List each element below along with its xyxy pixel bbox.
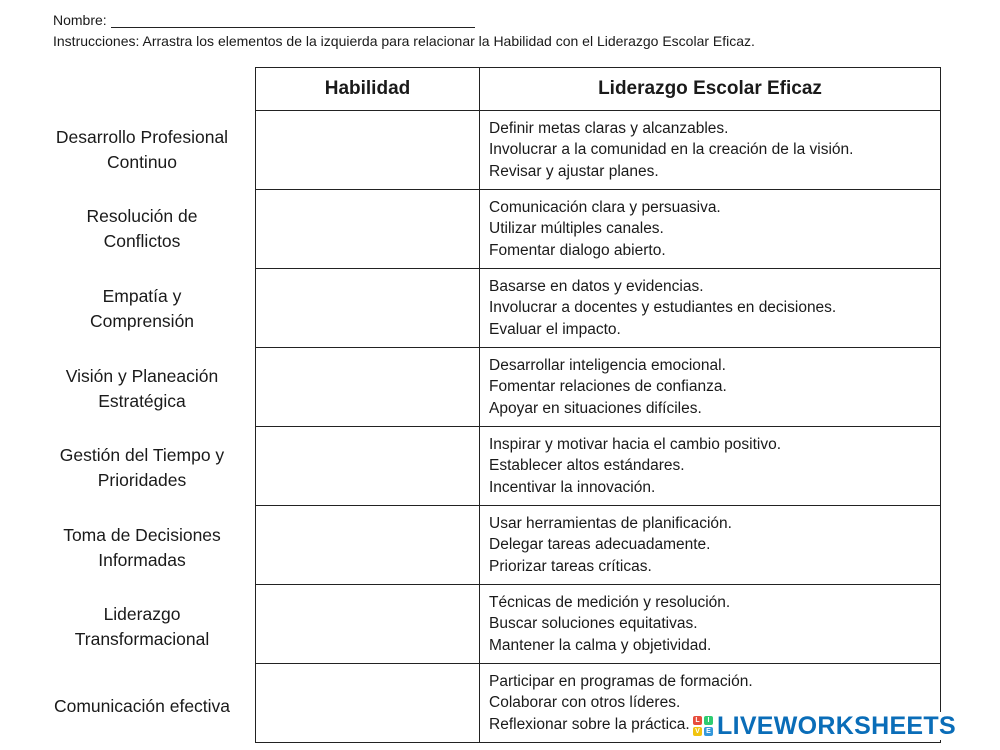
table-row: [256, 506, 941, 585]
matching-table: [255, 67, 941, 743]
logo-badge-letter: V: [693, 727, 702, 736]
description-line: Usar herramientas de planificación.: [489, 514, 732, 532]
description-line: Colaborar con otros líderes.: [489, 694, 681, 712]
description-line: Evaluar el impacto.: [489, 320, 621, 338]
skill-line-2: Comprensión: [89, 311, 195, 331]
description-line: Desarrollar inteligencia emocional.: [489, 356, 726, 374]
table-row: [256, 190, 941, 269]
draggable-skill-comunicacion-efectiva[interactable]: [30, 694, 254, 719]
skill-line-1: Empatía y: [102, 286, 182, 306]
drop-zone-1[interactable]: [256, 111, 480, 190]
description-cell: [480, 506, 941, 585]
skill-line-1: Toma de Decisiones: [63, 525, 221, 545]
skill-line-1: Resolución de: [86, 206, 198, 226]
table-row: [256, 269, 941, 348]
column-header-liderazgo: Liderazgo Escolar Eficaz: [480, 68, 941, 111]
description-line: Reflexionar sobre la práctica.: [489, 715, 690, 733]
description-cell: [480, 111, 941, 190]
table-row: [256, 427, 941, 506]
draggable-skill-vision-planeacion[interactable]: [30, 364, 254, 414]
column-header-habilidad: Habilidad: [256, 68, 480, 111]
drop-zone-6[interactable]: [256, 506, 480, 585]
description-line: Comunicación clara y persuasiva.: [489, 198, 721, 216]
description-cell: [480, 348, 941, 427]
logo-badge-letter: E: [704, 727, 713, 736]
description-cell: [480, 585, 941, 664]
description-line: Participar en programas de formación.: [489, 672, 753, 690]
skill-line-2: Conflictos: [103, 231, 181, 251]
description-line: Involucrar a la comunidad en la creación de la visión.: [489, 141, 854, 159]
description-line: Fomentar dialogo abierto.: [489, 241, 666, 259]
draggable-skill-gestion-tiempo[interactable]: [30, 443, 254, 493]
description-line: Involucrar a docentes y estudiantes en decisiones.: [489, 299, 837, 317]
skill-line-2: Continuo: [106, 152, 178, 172]
draggable-skill-empatia[interactable]: [30, 284, 254, 334]
drop-zone-8[interactable]: [256, 664, 480, 743]
description-cell: [480, 269, 941, 348]
logo-badge-letter: I: [704, 716, 713, 725]
description-cell: [480, 190, 941, 269]
skill-line-2: Prioridades: [97, 470, 187, 490]
skill-line-1: Gestión del Tiempo y: [59, 445, 225, 465]
table-row: [256, 111, 941, 190]
description-line: Apoyar en situaciones difíciles.: [489, 399, 702, 417]
drop-zone-5[interactable]: [256, 427, 480, 506]
description-line: Revisar y ajustar planes.: [489, 162, 659, 180]
description-line: Establecer altos estándares.: [489, 457, 685, 475]
description-line: Buscar soluciones equitativas.: [489, 615, 698, 633]
name-label: Nombre:: [53, 12, 107, 28]
liveworksheets-logo: [693, 712, 960, 740]
drop-zone-7[interactable]: [256, 585, 480, 664]
drop-zone-3[interactable]: [256, 269, 480, 348]
table-header-row: [256, 68, 941, 111]
skill-line-1: Liderazgo: [103, 604, 181, 624]
description-line: Fomentar relaciones de confianza.: [489, 378, 727, 396]
description-line: Priorizar tareas críticas.: [489, 557, 652, 575]
description-line: Basarse en datos y evidencias.: [489, 277, 704, 295]
skill-line-1: Comunicación efectiva: [53, 696, 231, 716]
logo-text: LIVEWORKSHEETS: [717, 711, 956, 740]
logo-badge-letter: L: [693, 716, 702, 725]
table-row: [256, 348, 941, 427]
draggable-skill-toma-decisiones[interactable]: [30, 523, 254, 573]
instructions-text: Instrucciones: Arrastra los elementos de la izquierda para relacionar la Habilidad con el Liderazgo Escolar Eficaz.: [53, 33, 755, 49]
skill-line-2: Transformacional: [74, 629, 210, 649]
description-line: Delegar tareas adecuadamente.: [489, 536, 711, 554]
draggable-skill-desarrollo-profesional[interactable]: [30, 125, 254, 175]
skill-line-1: Desarrollo Profesional: [55, 127, 229, 147]
skill-line-2: Informadas: [98, 550, 186, 570]
skill-line-1: Visión y Planeación: [65, 366, 219, 386]
draggable-skill-liderazgo-transformacional[interactable]: [30, 602, 254, 652]
description-line: Utilizar múltiples canales.: [489, 220, 664, 238]
description-line: Mantener la calma y objetividad.: [489, 636, 712, 654]
logo-badge-icon: [693, 716, 713, 736]
description-cell: [480, 427, 941, 506]
description-line: Incentivar la innovación.: [489, 478, 656, 496]
description-line: Técnicas de medición y resolución.: [489, 593, 731, 611]
name-underline: [111, 13, 475, 28]
description-line: Inspirar y motivar hacia el cambio positivo.: [489, 435, 782, 453]
drop-zone-4[interactable]: [256, 348, 480, 427]
draggable-skill-resolucion-conflictos[interactable]: [30, 204, 254, 254]
skill-line-2: Estratégica: [98, 391, 186, 411]
description-line: Definir metas claras y alcanzables.: [489, 119, 729, 137]
table-row: [256, 585, 941, 664]
drop-zone-2[interactable]: [256, 190, 480, 269]
name-field-row: [53, 12, 475, 28]
